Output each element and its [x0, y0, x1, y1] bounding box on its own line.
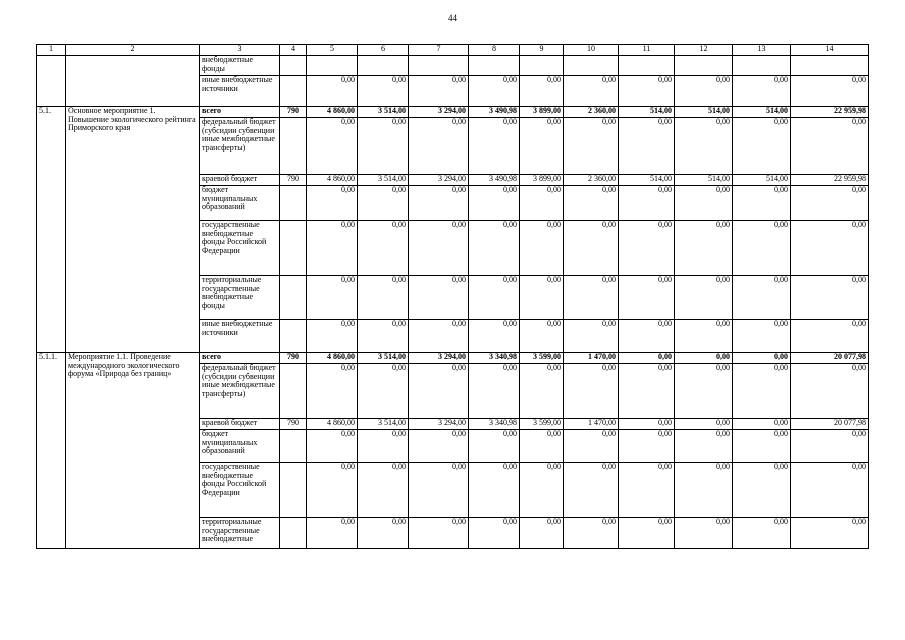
amount-cell: 2 360,00: [564, 107, 619, 118]
amount-cell: [520, 56, 564, 76]
amount-cell: 0,00: [733, 463, 791, 518]
amount-cell: 0,00: [307, 118, 358, 175]
amount-cell: 0,00: [675, 463, 733, 518]
grbs-code: [280, 118, 307, 175]
activity-name: [66, 56, 200, 107]
amount-cell: 0,00: [733, 320, 791, 353]
column-number: 4: [280, 45, 307, 56]
amount-cell: 0,00: [409, 430, 469, 463]
amount-cell: 3 514,00: [358, 419, 409, 430]
amount-cell: 0,00: [409, 118, 469, 175]
amount-cell: [409, 56, 469, 76]
funding-source: всего: [200, 353, 280, 364]
amount-cell: 0,00: [469, 186, 520, 221]
grbs-code: [280, 56, 307, 76]
amount-cell: 0,00: [520, 76, 564, 107]
amount-cell: 0,00: [469, 364, 520, 419]
amount-cell: 20 077,98: [791, 353, 869, 364]
column-number: 14: [791, 45, 869, 56]
amount-cell: 0,00: [520, 221, 564, 276]
amount-cell: 0,00: [469, 276, 520, 320]
amount-cell: 0,00: [409, 463, 469, 518]
funding-source: государственные внебюджетные фонды Российской Федерации: [200, 221, 280, 276]
grbs-code: 790: [280, 175, 307, 186]
amount-cell: 514,00: [675, 107, 733, 118]
amount-cell: 0,00: [409, 221, 469, 276]
amount-cell: 0,00: [619, 76, 675, 107]
amount-cell: 3 599,00: [520, 353, 564, 364]
amount-cell: 3 340,98: [469, 353, 520, 364]
amount-cell: 1 470,00: [564, 353, 619, 364]
amount-cell: 0,00: [733, 364, 791, 419]
amount-cell: 0,00: [619, 364, 675, 419]
amount-cell: 0,00: [619, 118, 675, 175]
amount-cell: 514,00: [619, 107, 675, 118]
grbs-code: 790: [280, 107, 307, 118]
amount-cell: 514,00: [733, 175, 791, 186]
grbs-code: 790: [280, 419, 307, 430]
amount-cell: [469, 56, 520, 76]
amount-cell: 0,00: [675, 186, 733, 221]
column-number: 2: [66, 45, 200, 56]
amount-cell: 20 077,98: [791, 419, 869, 430]
funding-source: государственные внебюджетные фонды Российской Федерации: [200, 463, 280, 518]
amount-cell: 0,00: [564, 463, 619, 518]
table-row: [37, 353, 869, 364]
amount-cell: 0,00: [469, 518, 520, 549]
amount-cell: 0,00: [520, 463, 564, 518]
amount-cell: 0,00: [520, 320, 564, 353]
column-number: 6: [358, 45, 409, 56]
amount-cell: 0,00: [469, 463, 520, 518]
amount-cell: 3 899,00: [520, 107, 564, 118]
amount-cell: 4 860,00: [307, 107, 358, 118]
amount-cell: 0,00: [675, 221, 733, 276]
amount-cell: 0,00: [791, 276, 869, 320]
column-number: 12: [675, 45, 733, 56]
amount-cell: 0,00: [358, 186, 409, 221]
column-number: 10: [564, 45, 619, 56]
amount-cell: 0,00: [307, 518, 358, 549]
column-number: 1: [37, 45, 66, 56]
amount-cell: 0,00: [791, 463, 869, 518]
activity-code: [37, 56, 66, 107]
amount-cell: 0,00: [619, 419, 675, 430]
amount-cell: [358, 56, 409, 76]
grbs-code: [280, 186, 307, 221]
amount-cell: 0,00: [791, 186, 869, 221]
amount-cell: 0,00: [520, 118, 564, 175]
amount-cell: 3 294,00: [409, 175, 469, 186]
funding-source: иные внебюджетные источники: [200, 320, 280, 353]
amount-cell: 0,00: [619, 518, 675, 549]
amount-cell: 0,00: [675, 364, 733, 419]
grbs-code: [280, 430, 307, 463]
amount-cell: 0,00: [733, 518, 791, 549]
grbs-code: 790: [280, 353, 307, 364]
amount-cell: 0,00: [675, 518, 733, 549]
amount-cell: 0,00: [564, 118, 619, 175]
activity-name: Мероприятие 1.1. Проведение международного экологического форума «Природа без границ»: [66, 353, 200, 549]
funding-source: федеральный бюджет (субсидии субвенции иные межбюджетные трансферты): [200, 118, 280, 175]
amount-cell: 0,00: [307, 186, 358, 221]
amount-cell: 1 470,00: [564, 419, 619, 430]
amount-cell: 3 490,98: [469, 107, 520, 118]
amount-cell: 22 959,98: [791, 175, 869, 186]
grbs-code: [280, 320, 307, 353]
amount-cell: 0,00: [469, 118, 520, 175]
amount-cell: 0,00: [409, 364, 469, 419]
amount-cell: 0,00: [733, 353, 791, 364]
activity-code: 5.1.1.: [37, 353, 66, 549]
amount-cell: 0,00: [358, 518, 409, 549]
amount-cell: [733, 56, 791, 76]
amount-cell: 3 294,00: [409, 419, 469, 430]
amount-cell: 0,00: [564, 276, 619, 320]
amount-cell: 0,00: [733, 276, 791, 320]
amount-cell: 0,00: [564, 320, 619, 353]
amount-cell: 0,00: [791, 320, 869, 353]
amount-cell: 0,00: [307, 221, 358, 276]
amount-cell: 0,00: [520, 186, 564, 221]
amount-cell: 0,00: [791, 221, 869, 276]
amount-cell: 0,00: [564, 364, 619, 419]
column-number: 7: [409, 45, 469, 56]
amount-cell: 0,00: [733, 221, 791, 276]
page-number: 44: [448, 13, 457, 23]
amount-cell: 0,00: [469, 76, 520, 107]
amount-cell: 0,00: [564, 518, 619, 549]
amount-cell: 0,00: [307, 463, 358, 518]
amount-cell: 0,00: [307, 430, 358, 463]
funding-source: бюджет муниципальных образований: [200, 430, 280, 463]
amount-cell: 0,00: [791, 76, 869, 107]
amount-cell: 0,00: [358, 76, 409, 107]
funding-source: федеральный бюджет (субсидии субвенции иные межбюджетные трансферты): [200, 364, 280, 419]
amount-cell: 3 599,00: [520, 419, 564, 430]
amount-cell: 0,00: [791, 118, 869, 175]
funding-source: внебюджетные фонды: [200, 56, 280, 76]
amount-cell: 0,00: [619, 430, 675, 463]
amount-cell: [675, 56, 733, 76]
amount-cell: 0,00: [307, 276, 358, 320]
table-body: [37, 45, 869, 549]
amount-cell: 0,00: [520, 430, 564, 463]
amount-cell: [564, 56, 619, 76]
table-row: [37, 56, 869, 76]
amount-cell: 514,00: [619, 175, 675, 186]
amount-cell: 0,00: [733, 118, 791, 175]
amount-cell: 0,00: [409, 320, 469, 353]
column-number: 3: [200, 45, 280, 56]
amount-cell: 0,00: [469, 221, 520, 276]
amount-cell: 0,00: [619, 320, 675, 353]
funding-source: территориальные государственные внебюджетные фонды: [200, 276, 280, 320]
amount-cell: 3 514,00: [358, 353, 409, 364]
amount-cell: 4 860,00: [307, 419, 358, 430]
column-number: 8: [469, 45, 520, 56]
amount-cell: 0,00: [358, 221, 409, 276]
amount-cell: 3 294,00: [409, 107, 469, 118]
amount-cell: 0,00: [469, 320, 520, 353]
amount-cell: 514,00: [675, 175, 733, 186]
column-number: 13: [733, 45, 791, 56]
amount-cell: 0,00: [791, 364, 869, 419]
amount-cell: 0,00: [733, 186, 791, 221]
funding-source: иные внебюджетные источники: [200, 76, 280, 107]
column-number: 5: [307, 45, 358, 56]
amount-cell: 0,00: [358, 364, 409, 419]
amount-cell: 0,00: [409, 518, 469, 549]
amount-cell: 4 860,00: [307, 175, 358, 186]
amount-cell: 0,00: [675, 118, 733, 175]
amount-cell: 0,00: [619, 276, 675, 320]
amount-cell: 0,00: [791, 518, 869, 549]
amount-cell: 0,00: [791, 430, 869, 463]
amount-cell: 0,00: [733, 430, 791, 463]
amount-cell: 514,00: [733, 107, 791, 118]
grbs-code: [280, 463, 307, 518]
amount-cell: 3 899,00: [520, 175, 564, 186]
grbs-code: [280, 518, 307, 549]
amount-cell: 0,00: [675, 353, 733, 364]
budget-table: [36, 44, 869, 549]
amount-cell: 0,00: [619, 353, 675, 364]
amount-cell: 0,00: [520, 518, 564, 549]
funding-source: всего: [200, 107, 280, 118]
amount-cell: 0,00: [675, 430, 733, 463]
amount-cell: 0,00: [358, 430, 409, 463]
grbs-code: [280, 76, 307, 107]
amount-cell: 3 514,00: [358, 107, 409, 118]
funding-source: бюджет муниципальных образований: [200, 186, 280, 221]
activity-code: 5.1.: [37, 107, 66, 353]
amount-cell: 4 860,00: [307, 353, 358, 364]
amount-cell: 0,00: [619, 221, 675, 276]
amount-cell: 0,00: [358, 320, 409, 353]
amount-cell: 0,00: [358, 118, 409, 175]
amount-cell: 0,00: [675, 276, 733, 320]
grbs-code: [280, 221, 307, 276]
activity-name: Основное мероприятие 1. Повышение экологического рейтинга Приморского края: [66, 107, 200, 353]
amount-cell: [307, 56, 358, 76]
amount-cell: 0,00: [520, 364, 564, 419]
column-number: 9: [520, 45, 564, 56]
amount-cell: 3 340,98: [469, 419, 520, 430]
amount-cell: 0,00: [564, 430, 619, 463]
amount-cell: 3 514,00: [358, 175, 409, 186]
amount-cell: 0,00: [409, 276, 469, 320]
amount-cell: 0,00: [733, 419, 791, 430]
column-number: 11: [619, 45, 675, 56]
funding-source: территориальные государственные внебюджетные: [200, 518, 280, 549]
amount-cell: 0,00: [307, 320, 358, 353]
amount-cell: 0,00: [564, 221, 619, 276]
amount-cell: 0,00: [675, 320, 733, 353]
grbs-code: [280, 364, 307, 419]
table-row: [37, 107, 869, 118]
amount-cell: 0,00: [409, 186, 469, 221]
grbs-code: [280, 276, 307, 320]
column-number-row: [37, 45, 869, 56]
amount-cell: 0,00: [733, 76, 791, 107]
amount-cell: [619, 56, 675, 76]
amount-cell: [791, 56, 869, 76]
amount-cell: 0,00: [564, 76, 619, 107]
amount-cell: 3 490,98: [469, 175, 520, 186]
amount-cell: 0,00: [520, 276, 564, 320]
amount-cell: 0,00: [675, 419, 733, 430]
amount-cell: 0,00: [307, 364, 358, 419]
amount-cell: 0,00: [409, 76, 469, 107]
amount-cell: 0,00: [469, 430, 520, 463]
amount-cell: 0,00: [619, 186, 675, 221]
amount-cell: 3 294,00: [409, 353, 469, 364]
amount-cell: 0,00: [619, 463, 675, 518]
funding-source: краевой бюджет: [200, 419, 280, 430]
amount-cell: 2 360,00: [564, 175, 619, 186]
amount-cell: 0,00: [307, 76, 358, 107]
amount-cell: 0,00: [564, 186, 619, 221]
amount-cell: 22 959,98: [791, 107, 869, 118]
amount-cell: 0,00: [675, 76, 733, 107]
amount-cell: 0,00: [358, 463, 409, 518]
funding-source: краевой бюджет: [200, 175, 280, 186]
amount-cell: 0,00: [358, 276, 409, 320]
